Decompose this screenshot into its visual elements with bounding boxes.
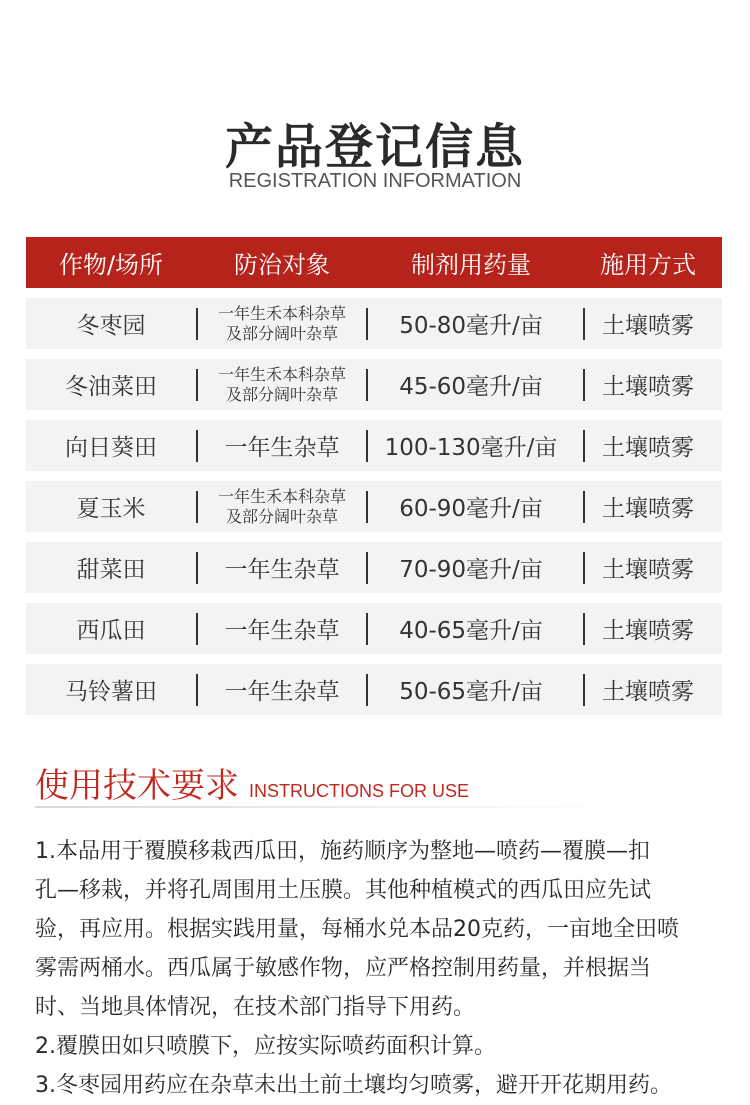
column-header-target: 防治对象 [234,251,330,279]
instruction-line: 时、当地具体情况，在技术部门指导下用药。 [35,995,476,1020]
crop-cell: 夏玉米 [76,496,146,522]
crop-cell: 甜菜田 [76,557,146,583]
column-divider [583,491,585,523]
table-row [26,481,722,532]
target-line-1: 一年生禾本科杂草 [217,364,346,384]
column-divider [196,491,198,523]
dosage-cell: 100-130毫升/亩 [384,435,558,461]
column-divider [583,430,585,462]
target-line-1: 一年生禾本科杂草 [217,303,346,323]
target-cell: 一年生杂草 [224,618,340,644]
table-row [26,298,722,349]
instruction-line: 孔—移栽，并将孔周围用土压膜。其他种植模式的西瓜田应先试 [35,878,652,903]
target-cell [196,487,368,527]
target-cell [196,365,368,405]
table-header [26,237,722,288]
column-divider [196,552,198,584]
target-cell: 一年生杂草 [224,679,340,705]
instructions-heading [35,758,469,807]
page-subtitle: REGISTRATION INFORMATION [228,170,522,192]
instructions-body [35,832,715,1105]
table-row [26,542,722,593]
table-row [26,664,722,715]
instruction-line: 3.冬枣园用药应在杂草未出土前土壤均匀喷雾，避开开花期用药。 [35,1073,672,1098]
instructions-title: 使用技术要求 [35,766,239,806]
instruction-line: 雾需两桶水。西瓜属于敏感作物，应严格控制用药量，并根据当 [35,956,652,981]
dosage-cell: 70-90毫升/亩 [399,557,543,583]
column-divider [366,308,368,340]
target-line-1: 一年生禾本科杂草 [217,486,346,506]
table-row [26,420,722,471]
method-cell: 土壤喷雾 [602,435,694,461]
column-header-crop: 作物/场所 [58,251,164,279]
column-divider [366,552,368,584]
instruction-line: 验，再应用。根据实践用量，每桶水兑本品20克药，一亩地全田喷 [35,917,679,942]
method-cell: 土壤喷雾 [602,679,694,705]
target-line-2: 及部分阔叶杂草 [225,323,338,343]
table-row [26,359,722,410]
dosage-cell: 60-90毫升/亩 [399,496,543,522]
table-body [26,298,722,725]
dosage-cell: 45-60毫升/亩 [399,374,543,400]
crop-cell: 冬油菜田 [65,374,157,400]
column-divider [583,674,585,706]
column-divider [366,369,368,401]
page-title: 产品登记信息 [224,119,525,175]
column-divider [366,430,368,462]
instruction-line: 2.覆膜田如只喷膜下，应按实际喷药面积计算。 [35,1034,496,1059]
target-cell: 一年生杂草 [224,557,340,583]
method-cell: 土壤喷雾 [602,313,694,339]
column-divider [583,552,585,584]
target-line-2: 及部分阔叶杂草 [225,506,338,526]
instructions-title-en: INSTRUCTIONS FOR USE [249,781,470,801]
method-cell: 土壤喷雾 [602,557,694,583]
column-header-method: 施用方式 [600,251,696,279]
section-divider [35,806,615,808]
column-divider [583,369,585,401]
dosage-cell: 50-65毫升/亩 [399,679,543,705]
method-cell: 土壤喷雾 [602,496,694,522]
table-row [26,603,722,654]
column-divider [366,674,368,706]
dosage-cell: 40-65毫升/亩 [399,618,543,644]
column-divider [366,491,368,523]
crop-cell: 冬枣园 [76,313,146,339]
column-divider [196,369,198,401]
target-cell [196,304,368,344]
instruction-line: 1.本品用于覆膜移栽西瓜田，施药顺序为整地—喷药—覆膜—扣 [35,839,650,864]
column-divider [196,430,198,462]
column-divider [196,613,198,645]
method-cell: 土壤喷雾 [602,618,694,644]
column-divider [196,308,198,340]
column-divider [366,613,368,645]
target-line-2: 及部分阔叶杂草 [225,384,338,404]
column-divider [583,308,585,340]
dosage-cell: 50-80毫升/亩 [399,313,543,339]
column-divider [583,613,585,645]
method-cell: 土壤喷雾 [602,374,694,400]
crop-cell: 西瓜田 [76,618,146,644]
crop-cell: 向日葵田 [65,435,157,461]
column-divider [196,674,198,706]
target-cell: 一年生杂草 [224,435,340,461]
column-header-dosage: 制剂用药量 [411,251,531,279]
crop-cell: 马铃薯田 [65,679,157,705]
